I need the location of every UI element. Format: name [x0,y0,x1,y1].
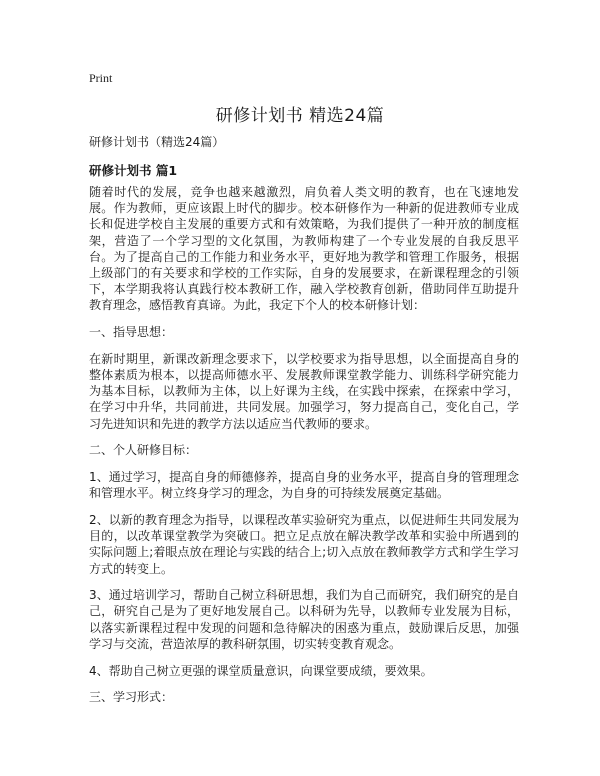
heading-guiding-ideology: 一、指导思想： [89,325,174,340]
paragraph-intro: 随着时代的发展，竞争也越来越激烈，肩负着人类文明的教育，也在飞速地发展。作为教师，更应该跟上时代的脚步。校本研修作为一种新的促进教师专业成长和促进学校自主发展的重要方式和有效策略，为我们提供了一种开放的制度框架，营造了一个学习型的文化氛围，为教师构建了一个专业发展的自我反思平台。为了提高自己的工作能力和业务水平，更好地为教学和管理工作服务，根据上级部门的有关要求和学校的工作实际，自身的发展要求，在新课程理念的引领下，本学期我将认真践行校本教研工作，融入学校教育创新，借助同伴互助提升教育理念，感悟教育真谛。为此，我定下个人的校本研修计划： [89,185,519,313]
print-link[interactable]: Print [89,71,113,85]
heading-personal-goals: 二、个人研修目标： [89,443,198,458]
paragraph-guiding-ideology: 在新时期里，新课改新理念要求下，以学校要求为指导思想，以全面提高自身的整体素质为根本，以提高师德水平、发展教师课堂教学能力、训练科学研究能力为基本目标，以教师为主体，以上好课为主线，在实践中探索，在探索中学习，在学习中升华，共同前进，共同发展。加强学习，努力提高自己，变化自己，学习先进知识和先进的教学方法以适应当代教师的要求。 [89,351,519,431]
paragraph-goal-1: 1、通过学习，提高自身的师德修养，提高自身的业务水平，提高自身的管理理念和管理水平。树立终身学习的理念，为自身的可持续发展奠定基础。 [89,470,519,501]
document-title: 研修计划书 精选24篇 [215,106,385,126]
paragraph-goal-4: 4、帮助自己树立更强的课堂质量意识，向课堂要成绩，要效果。 [89,663,433,678]
section-heading: 研修计划书 篇1 [89,163,178,178]
document-body [89,184,519,716]
paragraph-goal-3: 3、通过培训学习，帮助自己树立科研思想，我们为自己而研究，我们研究的是自己，研究自己是为了更好地发展自己。以科研为先导，以教师专业发展为目标，以落实新课程过程中发现的问题和急待解决的困惑为重点，鼓励课后反思，加强学习与交流，营造浓厚的教科研氛围，切实转变教育观念。 [89,588,519,651]
document-subtitle: 研修计划书（精选24篇） [89,135,225,149]
heading-learning-format: 三、学习形式： [89,690,174,705]
paragraph-goal-2: 2、以新的教育理念为指导，以课程改革实验研究为重点，以促进师生共同发展为目的，以改革课堂教学为突破口。把立足点放在解决教学改革和实验中所遇到的实际问题上;着眼点放在理论与实践的结合上;切入点放在教师教学方式和学生学习方式的转变上。 [89,512,519,576]
